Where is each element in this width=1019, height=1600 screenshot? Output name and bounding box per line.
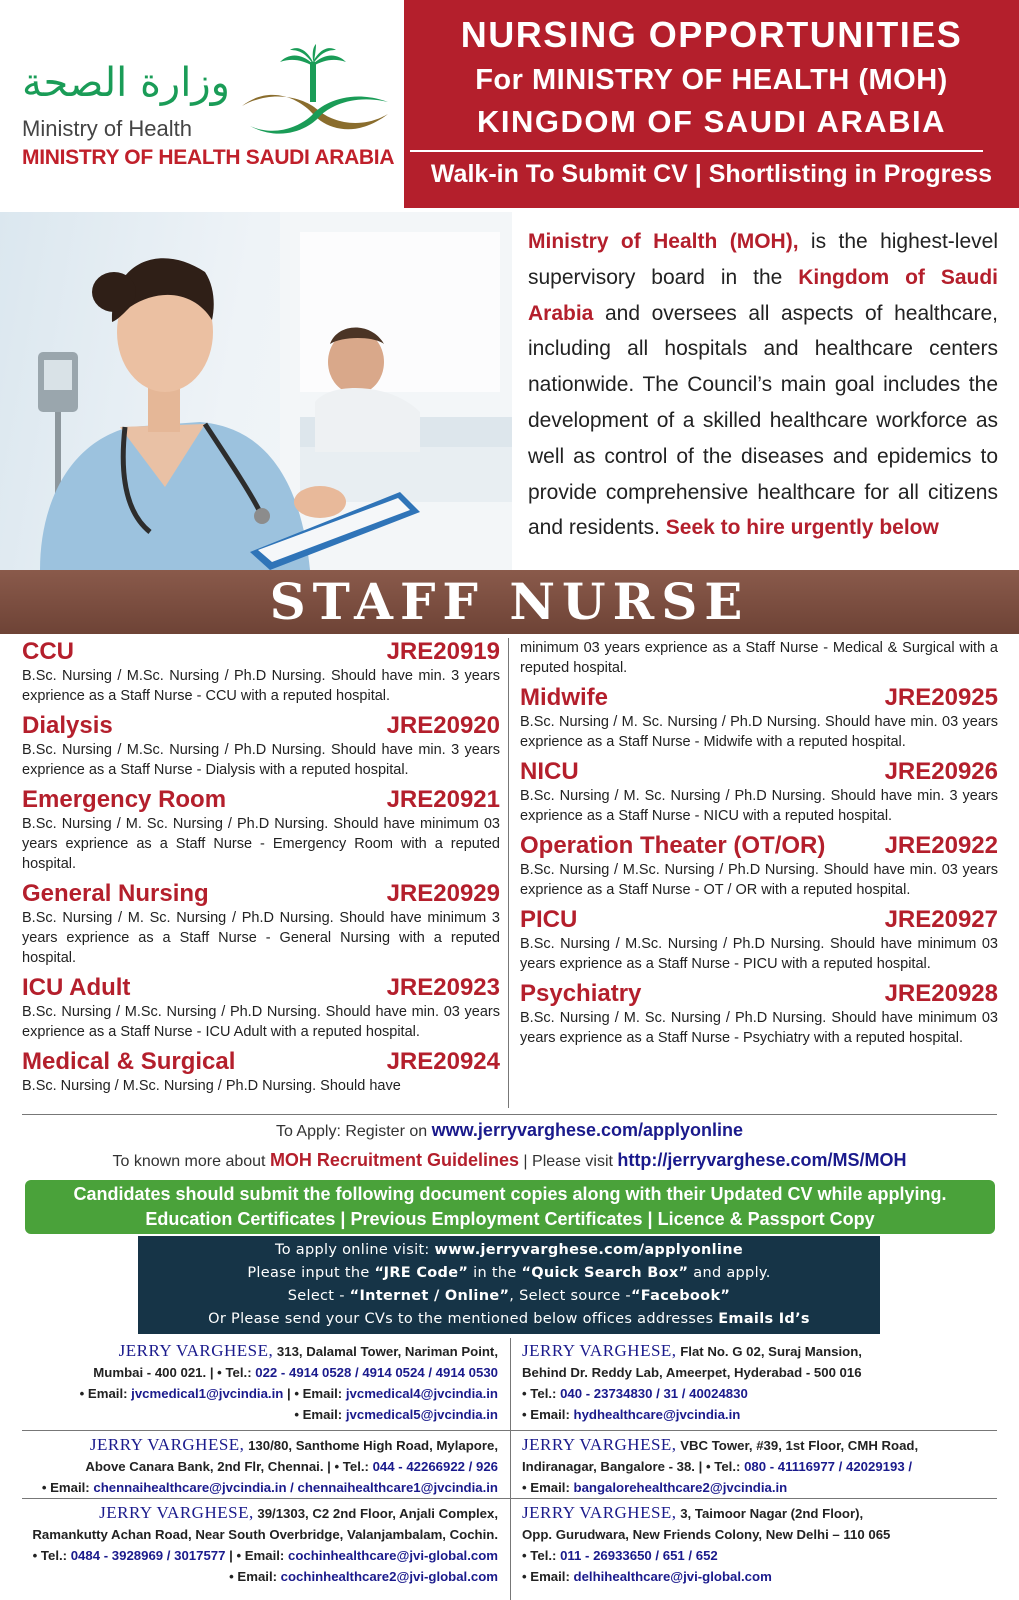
documents-line1: Candidates should submit the following document copies along with their Updated CV while applying. [73,1184,947,1204]
job-title: ICU Adult [22,974,131,1001]
guidelines-link[interactable]: http://jerryvarghese.com/MS/MOH [617,1150,907,1170]
job-medical-surgical [22,1048,500,1096]
job-code: JRE20926 [884,758,998,785]
logo-english-text: Ministry of Health [22,116,192,141]
job-picu [520,906,998,974]
office-address: 39/1303, C2 2nd Floor, Anjali Complex, [253,1506,498,1521]
job-code: JRE20920 [386,712,500,739]
job-description: B.Sc. Nursing / M. Sc. Nursing / Ph.D Nursing. Should have min. 03 years exprience as a Staff Nurse - Midwife with a reputed hospital. [520,714,998,750]
office-phone: 040 - 23734830 / 31 / 40024830 [560,1386,748,1401]
column-divider [508,638,509,1108]
office-email[interactable]: cochinhealthcare2@jvi-global.com [280,1569,498,1584]
tel-label: • Tel.: [522,1386,561,1401]
internet-online-term: “Internet / Online” [349,1288,510,1304]
nurse-illustration [0,212,512,570]
office-cochin [22,1502,498,1587]
online-text: in the [468,1265,522,1281]
offices-section [22,1338,997,1600]
job-description: B.Sc. Nursing / M.Sc. Nursing / Ph.D Nursing. Should have [22,1078,401,1094]
job-dialysis [22,712,500,780]
job-description: minimum 03 years exprience as a Staff Nurse - Medical & Surgical with a reputed hospital. [520,640,998,676]
job-midwife [520,684,998,752]
office-phone: 0484 - 3928969 / 3017577 [70,1548,226,1563]
job-description: B.Sc. Nursing / M.Sc. Nursing / Ph.D Nursing. Should have min. 03 years exprience as a Staff Nurse - ICU Adult with a reputed hospital. [22,1004,500,1040]
headline-sub1: For MINISTRY OF HEALTH (MOH) [475,64,948,96]
email-label: • Email: [79,1386,132,1401]
job-title: NICU [520,758,579,785]
job-description: B.Sc. Nursing / M.Sc. Nursing / Ph.D Nursing. Should have minimum 03 years exprience as a Staff Nurse - PICU with a reputed hospital. [520,936,998,972]
nurse-photo [0,212,512,570]
facebook-term: “Facebook” [630,1288,731,1304]
office-phone: 011 - 26933650 / 651 / 652 [560,1548,718,1563]
email-label: | • Email: [283,1386,346,1401]
apply-online-link[interactable]: www.jerryvarghese.com/applyonline [431,1120,744,1140]
job-nicu [520,758,998,826]
job-code: JRE20925 [884,684,998,711]
tel-label: • Tel.: [522,1548,561,1563]
guidelines-text: To known more about [112,1153,270,1170]
office-address: 3, Taimoor Nagar (2nd Floor), [676,1506,864,1521]
online-text: Select - [287,1288,350,1304]
office-email[interactable]: chennaihealthcare@jvcindia.in / chennaihealthcare1@jvcindia.in [93,1480,498,1495]
office-hyderabad [522,1340,997,1425]
guidelines-line [0,1150,1019,1171]
documents-line2: Education Certificates | Previous Employment Certificates | Licence & Passport Copy [145,1209,875,1229]
job-title: General Nursing [22,880,209,907]
job-description: B.Sc. Nursing / M.Sc. Nursing / Ph.D Nursing. Should have min. 3 years exprience as a Staff Nurse - Dialysis with a reputed hospital. [22,742,500,778]
online-line2 [138,1262,880,1285]
email-label: • Email: [41,1480,94,1495]
title-divider [410,150,983,152]
online-apply-url[interactable]: www.jerryvarghese.com/applyonline [434,1242,743,1258]
office-email[interactable]: hydhealthcare@jvcindia.in [573,1407,741,1422]
job-code: JRE20924 [386,1048,500,1075]
office-phone: 080 - 41116977 / 42029193 / [744,1459,912,1474]
office-email[interactable]: jvcmedical5@jvcindia.in [345,1407,498,1422]
emails-term: Emails Id’s [718,1311,810,1327]
title-block [404,0,1019,208]
email-label: • Email: [522,1407,574,1422]
office-email[interactable]: bangalorehealthcare2@jvcindia.in [573,1480,788,1495]
offices-divider [22,1430,997,1431]
jobs-left-column [22,638,500,1102]
office-address: 130/80, Santhome High Road, Mylapore, [244,1438,498,1453]
job-operation-theater [520,832,998,900]
office-address: 313, Dalamal Tower, Nariman Point, [273,1344,498,1359]
online-line3 [138,1285,880,1308]
intro-highlight-hire: Seek to hire urgently below [665,516,939,540]
job-description: B.Sc. Nursing / M.Sc. Nursing / Ph.D Nursing. Should have min. 3 years exprience as a Staff Nurse - CCU with a reputed hospital. [22,668,500,704]
jre-code-term: “JRE Code” [374,1265,469,1281]
jobs-right-column [520,638,998,1054]
office-address: VBC Tower, #39, 1st Floor, CMH Road, [676,1438,919,1453]
office-bangalore [522,1434,997,1498]
job-title: Midwife [520,684,608,711]
intro-section [0,208,1019,570]
office-chennai [22,1434,498,1498]
intro-highlight-ksa: Kingdom of Saudi Arabia [528,265,998,325]
job-code: JRE20922 [884,832,998,859]
job-title: Dialysis [22,712,113,739]
office-phone: 044 - 42266922 / 926 [372,1459,498,1474]
logo-arabic-text: وزارة الصحة [22,60,230,106]
job-ccu [22,638,500,706]
email-label: • Email: [522,1480,574,1495]
job-title: Psychiatry [520,980,642,1007]
office-email[interactable]: delhihealthcare@jvi-global.com [573,1569,772,1584]
office-address: Mumbai - 400 021. | • Tel.: [93,1365,256,1380]
job-emergency-room [22,786,500,874]
email-label: • Email: [522,1569,574,1584]
office-mumbai [22,1340,498,1425]
online-apply-instructions [138,1236,880,1334]
job-code: JRE20928 [884,980,998,1007]
job-description: B.Sc. Nursing / M. Sc. Nursing / Ph.D Nursing. Should have minimum 3 years exprience as a Staff Nurse - General Nursing with a reputed hospital. [22,910,500,966]
job-code: JRE20923 [386,974,500,1001]
office-brand: JERRY VARGHESE, [522,1341,677,1360]
email-label: • Email: [294,1407,346,1422]
office-address: Flat No. G 02, Suraj Mansion, [676,1344,862,1359]
headline-sub2: KINGDOM OF SAUDI ARABIA [476,104,947,139]
job-general-nursing [22,880,500,968]
office-brand: JERRY VARGHESE, [522,1435,677,1454]
job-title: Medical & Surgical [22,1048,236,1075]
job-psychiatry [520,980,998,1048]
online-text: and apply. [688,1265,771,1281]
job-title: Emergency Room [22,786,227,813]
office-email[interactable]: cochinhealthcare@jvi-global.com [288,1548,498,1563]
job-code: JRE20927 [884,906,998,933]
online-text: Or Please send your CVs to the mentioned below offices addresses [208,1311,719,1327]
office-brand: JERRY VARGHESE, [118,1341,274,1360]
intro-highlight-moh: Ministry of Health (MOH), [528,230,799,253]
guidelines-highlight: MOH Recruitment Guidelines [269,1150,519,1170]
job-title: Operation Theater (OT/OR) [520,832,826,859]
email-label: | • Email: [225,1548,288,1563]
offices-vertical-divider [510,1338,511,1600]
header [0,0,1019,208]
headline: NURSING OPPORTUNITIES [460,14,963,55]
job-description: B.Sc. Nursing / M. Sc. Nursing / Ph.D Nursing. Should have minimum 03 years exprience as a Staff Nurse - Emergency Room with a reputed hospital. [22,816,500,872]
intro-text-2: and oversees all aspects of healthcare, including all hospitals and healthcare centers nationwide. The Council’s main goal includes the development of a skilled healthcare workforce as well as control of the diseases and epidemics to provide comprehensive healthcare for all citizens and residents. [528,301,998,540]
office-phone: 022 - 4914 0528 / 4914 0524 / 4914 0530 [255,1365,498,1380]
job-title: PICU [520,906,578,933]
job-code: JRE20919 [386,638,500,665]
job-description: B.Sc. Nursing / M. Sc. Nursing / Ph.D Nursing. Should have min. 3 years exprience as a Staff Nurse - NICU with a reputed hospital. [520,788,998,824]
office-email[interactable]: jvcmedical4@jvcindia.in [345,1386,498,1401]
documents-notice [25,1180,995,1234]
intro-paragraph [528,224,998,546]
online-text: Please input the [247,1265,375,1281]
moh-logo-block [0,0,404,208]
job-description: B.Sc. Nursing / M. Sc. Nursing / Ph.D Nursing. Should have minimum 03 years exprience as a Staff Nurse - Psychiatry with a reputed hospital. [520,1010,998,1046]
online-text: , Select source - [509,1288,631,1304]
job-medical-surgical-continued [520,638,998,678]
office-address: Indiranagar, Bangalore - 38. | • Tel.: [522,1459,745,1474]
offices-divider [22,1498,997,1499]
online-line4 [138,1308,880,1331]
job-code: JRE20921 [386,786,500,813]
office-address: Opp. Gurudwara, New Friends Colony, New Delhi – 110 065 [522,1527,891,1542]
guidelines-mid-text: | Please visit [518,1153,618,1170]
intro-text-1: is the highest-level supervisory board in the [528,230,998,289]
walk-in-tagline: Walk-in To Submit CV | Shortlisting in Progress [430,160,993,188]
section-divider [22,1114,997,1115]
office-address: Above Canara Bank, 2nd Flr, Chennai. | • Tel.: [85,1459,373,1474]
job-description: B.Sc. Nursing / M.Sc. Nursing / Ph.D Nursing. Should have min. 03 years exprience as a Staff Nurse - OT / OR with a reputed hospital. [520,862,998,898]
job-icu-adult [22,974,500,1042]
office-address: Behind Dr. Reddy Lab, Ameerpet, Hyderabad - 500 016 [522,1365,862,1380]
office-address: Ramankutty Achan Road, Near South Overbridge, Valanjambalam, Cochin. [32,1527,498,1542]
office-delhi [522,1502,997,1587]
job-code: JRE20929 [386,880,500,907]
email-label: • Email: [229,1569,281,1584]
apply-register-line [0,1120,1019,1141]
online-text: To apply online visit: [275,1242,435,1258]
office-email[interactable]: jvcmedical1@jvcindia.in [131,1386,284,1401]
office-brand: JERRY VARGHESE, [99,1503,254,1522]
online-line1 [138,1239,880,1262]
office-brand: JERRY VARGHESE, [89,1435,245,1454]
quick-search-term: “Quick Search Box” [521,1265,689,1281]
logo-subtitle: MINISTRY OF HEALTH SAUDI ARABIA [22,146,395,169]
job-title: CCU [22,638,74,665]
tel-label: • Tel.: [32,1548,71,1563]
office-brand: JERRY VARGHESE, [522,1503,677,1522]
moh-emblem-icon [240,44,390,144]
staff-nurse-banner: STAFF NURSE [0,570,1019,634]
apply-text: To Apply: Register on [275,1123,432,1140]
